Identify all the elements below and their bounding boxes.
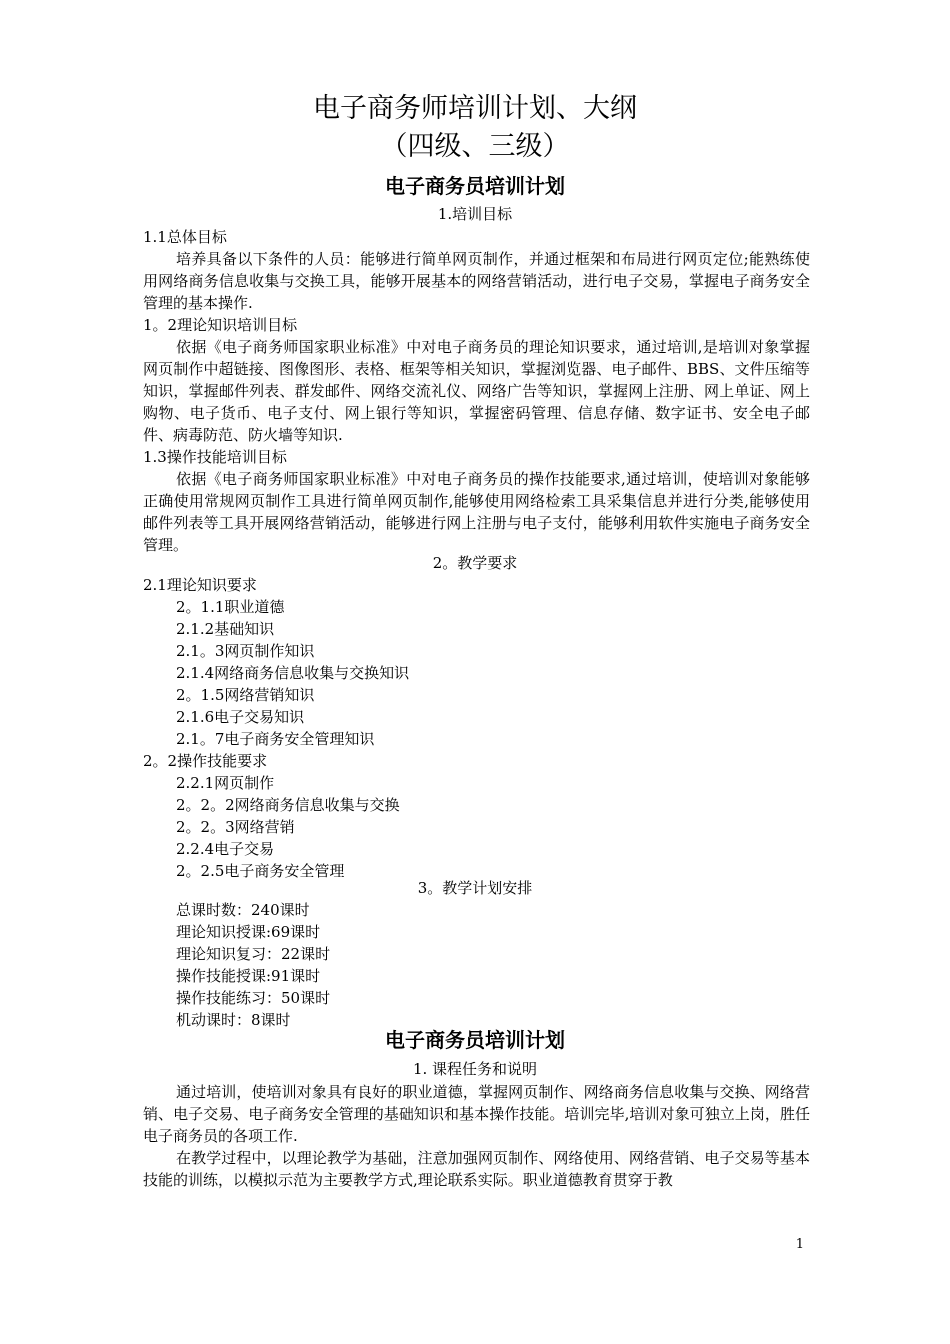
- section1-body: [143, 226, 810, 556]
- requirements-list: [143, 574, 810, 882]
- list-item: 2.1。3网页制作知识: [176, 642, 315, 660]
- section2-body: [143, 1081, 810, 1191]
- heading-teaching-requirements: 2。教学要求: [432, 554, 518, 572]
- list-item: 2。1.1职业道德: [176, 598, 285, 616]
- subheading-theory-requirements: 2.1理论知识要求: [143, 576, 257, 594]
- list-item: 2。2。3网络营销: [176, 818, 295, 836]
- list-item: 2.1。7电子商务安全管理知识: [176, 730, 375, 748]
- document-subtitle: （四级、三级）: [380, 131, 570, 162]
- paragraph-course-tasks: 通过培训，使培训对象具有良好的职业道德，掌握网页制作、网络商务信息收集与交换、网络营销、电子交易、电子商务安全管理的基础知识和基本操作技能。培训完毕,培训对象可独立上岗，胜任电子商务员的各项工作.: [143, 1083, 810, 1145]
- section-title: 电子商务员培训计划: [385, 1028, 565, 1052]
- list-item: 2.1.6电子交易知识: [176, 708, 305, 726]
- schedule-item: 操作技能练习：50课时: [176, 989, 331, 1007]
- page-number: 1: [795, 1237, 804, 1252]
- paragraph-skill-goal: 依据《电子商务师国家职业标准》中对电子商务员的操作技能要求,通过培训，使培训对象能够正确使用常规网页制作工具进行简单网页制作,能够使用网络检索工具采集信息并进行分类,能够使用邮件列表等工具开展网络营销活动，能够进行网上注册与电子支付，能够利用软件实施电子商务安全管理。: [143, 470, 810, 554]
- list-item: 2.2.4电子交易: [176, 840, 275, 858]
- heading-course-tasks: 1. 课程任务和说明: [412, 1060, 538, 1078]
- schedule-list: [143, 899, 810, 1031]
- list-item: 2。2。2网络商务信息收集与交换: [176, 796, 400, 814]
- paragraph-overall-goal: 培养具备以下条件的人员：能够进行简单网页制作，并通过框架和布局进行网页定位;能熟练使用网络商务信息收集与交换工具，能够开展基本的网络营销活动，进行电子交易，掌握电子商务安全管理的基本操作.: [143, 250, 810, 312]
- list-item: 2.1.4网络商务信息收集与交换知识: [176, 664, 410, 682]
- document-title: 电子商务师培训计划、大纲: [313, 93, 637, 124]
- heading-teaching-schedule: 3。教学计划安排: [417, 879, 533, 897]
- subheading-theory-goal: 1。2理论知识培训目标: [143, 316, 298, 334]
- subheading-skill-requirements: 2。2操作技能要求: [143, 752, 268, 770]
- subheading-skill-goal: 1.3操作技能培训目标: [143, 448, 287, 466]
- subheading-overall-goal: 1.1总体目标: [143, 228, 227, 246]
- paragraph-theory-goal: 依据《电子商务师国家职业标准》中对电子商务员的理论知识要求，通过培训,是培训对象掌握网页制作中超链接、图像图形、表格、框架等相关知识，掌握浏览器、电子邮件、BBS、文件压缩等知识，掌握邮件列表、群发邮件、网络交流礼仪、网络广告等知识，掌握网上注册、网上单证、网上购物、电子货币、电子支付、网上银行等知识，掌握密码管理、信息存储、数字证书、安全电子邮件、病毒防范、防火墙等知识.: [143, 338, 810, 444]
- list-item: 2。2.5电子商务安全管理: [176, 862, 345, 880]
- list-item: 2。1.5网络营销知识: [176, 686, 315, 704]
- paragraph-teaching-process: 在教学过程中，以理论教学为基础，注意加强网页制作、网络使用、网络营销、电子交易等基本技能的训练，以模拟示范为主要教学方式,理论联系实际。职业道德教育贯穿于教: [143, 1149, 810, 1189]
- schedule-item: 理论知识授课:69课时: [176, 923, 321, 941]
- list-item: 2.2.1网页制作: [176, 774, 275, 792]
- schedule-item: 总课时数：240课时: [176, 901, 310, 919]
- list-item: 2.1.2基础知识: [176, 620, 275, 638]
- schedule-item: 机动课时：8课时: [176, 1011, 291, 1029]
- schedule-item: 理论知识复习：22课时: [176, 945, 331, 963]
- schedule-item: 操作技能授课:91课时: [176, 967, 321, 985]
- section-title: 电子商务员培训计划: [385, 174, 565, 198]
- heading-training-goals: 1.培训目标: [437, 205, 513, 223]
